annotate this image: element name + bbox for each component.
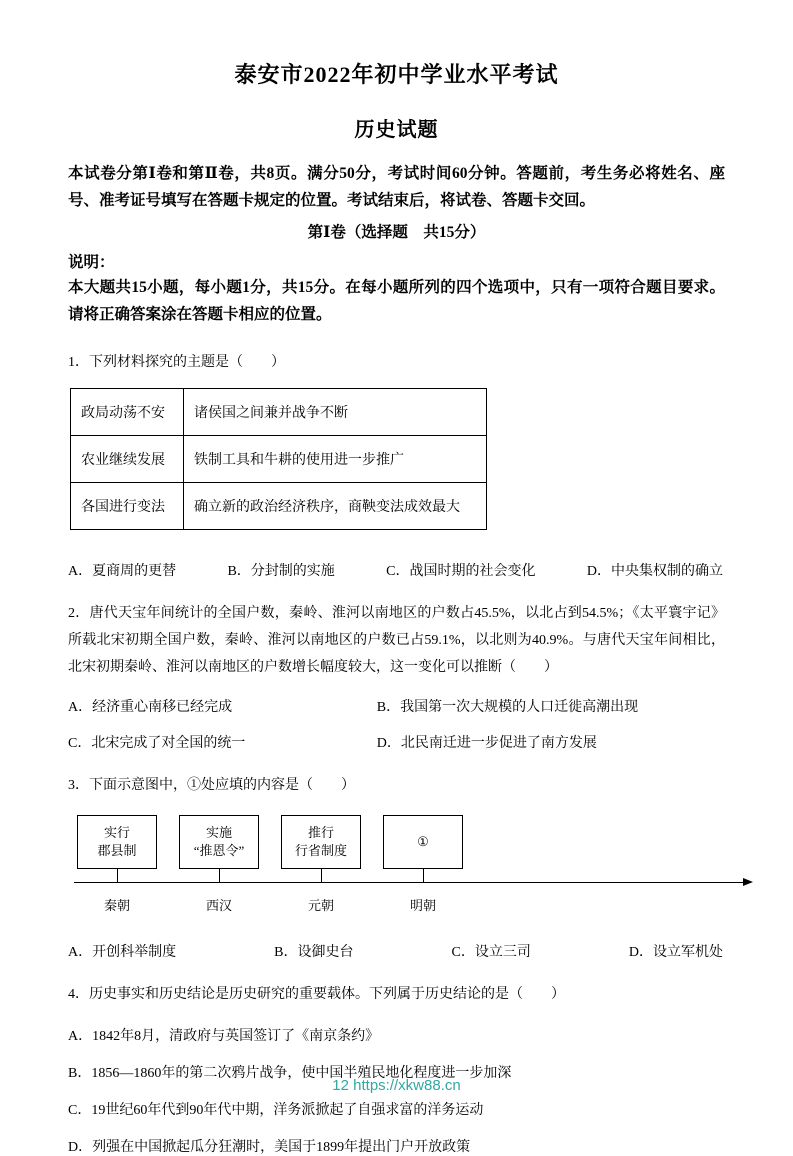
timeline-connector: [321, 869, 322, 882]
timeline-box-text: “推恩令”: [193, 842, 245, 858]
question-4-option-d: D．列强在中国掀起瓜分狂潮时，美国于1899年提出门户开放政策: [68, 1140, 471, 1156]
table-cell-detail: 确立新的政治经济秩序，商鞅变法成效最大: [184, 482, 487, 529]
table-cell-theme: 农业继续发展: [71, 435, 184, 482]
timeline-connector: [423, 869, 424, 882]
timeline-item: [278, 815, 364, 921]
watermark-url: 12 https://xkw88.cn: [332, 1077, 461, 1094]
question-3-timeline-diagram: [74, 815, 725, 921]
question-4-stem: 4．历史事实和历史结论是历史研究的重要载体。下列属于历史结论的是（ ）: [68, 986, 565, 1002]
timeline-box-blank: [383, 815, 463, 869]
question-1-material-table: [70, 388, 487, 530]
notes-label: 说明：: [68, 254, 115, 272]
timeline-era-label: 明朝: [409, 897, 436, 913]
question-2-stem: 2．唐代天宝年间统计的全国户数，秦岭、淮河以南地区的户数占45.5%，以北占到54.5%；《太平寰宇记》所载北宋初期全国户数，秦岭、淮河以南地区的户数已占59.1%，以北则为40.9%。与唐代天宝年间相比，北宋初期秦岭、淮河以南地区的户数增长幅度较大，这一变化可以推断（ ）: [68, 605, 725, 676]
timeline-connector: [117, 869, 118, 882]
question-4-option-b: B．1856—1860年的第二次鸦片战争，使中国半殖民地化程度进一步加深: [68, 1066, 512, 1082]
question-3-option-c: C．设立三司: [451, 944, 531, 960]
timeline-item: [176, 815, 262, 921]
timeline-box-text: 实施: [205, 824, 232, 840]
question-4-option-a: A．1842年8月，清政府与英国签订了《南京条约》: [68, 1029, 380, 1045]
question-1-option-a: A．夏商周的更替: [68, 563, 177, 579]
timeline-box-text: 推行: [307, 824, 334, 840]
timeline-item: [380, 815, 466, 921]
timeline-box-text: 实行: [103, 824, 130, 840]
timeline-era-label: 秦朝: [103, 897, 130, 913]
table-row: [71, 435, 487, 482]
table-cell-detail: 诸侯国之间兼并战争不断: [184, 388, 487, 435]
question-3-option-b: B．设御史台: [274, 944, 354, 960]
exam-instructions: 本试卷分第Ⅰ卷和第Ⅱ卷，共8页。满分50分，考试时间60分钟。答题前，考生务必将姓名、座号、准考证号填写在答题卡规定的位置。考试结束后，将试卷、答题卡交回。: [68, 165, 725, 210]
timeline-box: [77, 815, 157, 869]
question-1-option-d: D．中央集权制的确立: [586, 563, 723, 579]
question-2-options: [68, 696, 725, 752]
section-title: 第Ⅰ卷（选择题 共15分）: [307, 224, 486, 242]
notes-text: 本大题共15小题，每小题1分，共15分。在每小题所列的四个选项中，只有一项符合题目要求。请将正确答案涂在答题卡相应的位置。: [68, 279, 725, 324]
question-3-stem: 3．下面示意图中，①处应填的内容是（ ）: [68, 777, 355, 793]
timeline-box-text: ①: [417, 833, 429, 849]
question-1-options: [68, 560, 725, 580]
page-subtitle: 历史试题: [354, 119, 439, 141]
table-row: [71, 482, 487, 529]
question-2-option-d: D．北民南迁进一步促进了南方发展: [376, 735, 597, 751]
timeline-item: [74, 815, 160, 921]
question-3-option-d: D．设立军机处: [628, 944, 723, 960]
question-1-stem: 1．下列材料探究的主题是（ ）: [68, 354, 285, 370]
table-cell-theme: 各国进行变法: [71, 482, 184, 529]
table-cell-detail: 铁制工具和牛耕的使用进一步推广: [184, 435, 487, 482]
question-1-option-c: C．战国时期的社会变化: [386, 563, 536, 579]
page-title: 泰安市2022年初中学业水平考试: [234, 62, 559, 87]
timeline-box-text: 郡县制: [97, 842, 137, 858]
table-row: [71, 388, 487, 435]
timeline-box: [179, 815, 259, 869]
question-3-option-a: A．开创科举制度: [68, 944, 177, 960]
question-2-option-c: C．北宋完成了对全国的统一: [68, 735, 246, 751]
timeline-box-text: 行省制度: [294, 842, 347, 858]
question-2-option-a: A．经济重心南移已经完成: [68, 699, 233, 715]
timeline-connector: [219, 869, 220, 882]
table-cell-theme: 政局动荡不安: [71, 388, 184, 435]
question-2-option-b: B．我国第一次大规模的人口迁徙高潮出现: [376, 699, 639, 715]
question-1-option-b: B．分封制的实施: [227, 563, 335, 579]
timeline-era-label: 西汉: [205, 897, 232, 913]
timeline-box: [281, 815, 361, 869]
question-4-option-c: C．19世纪60年代到90年代中期，洋务派掀起了自强求富的洋务运动: [68, 1103, 484, 1119]
timeline-era-label: 元朝: [307, 897, 334, 913]
question-3-options: [68, 941, 725, 961]
